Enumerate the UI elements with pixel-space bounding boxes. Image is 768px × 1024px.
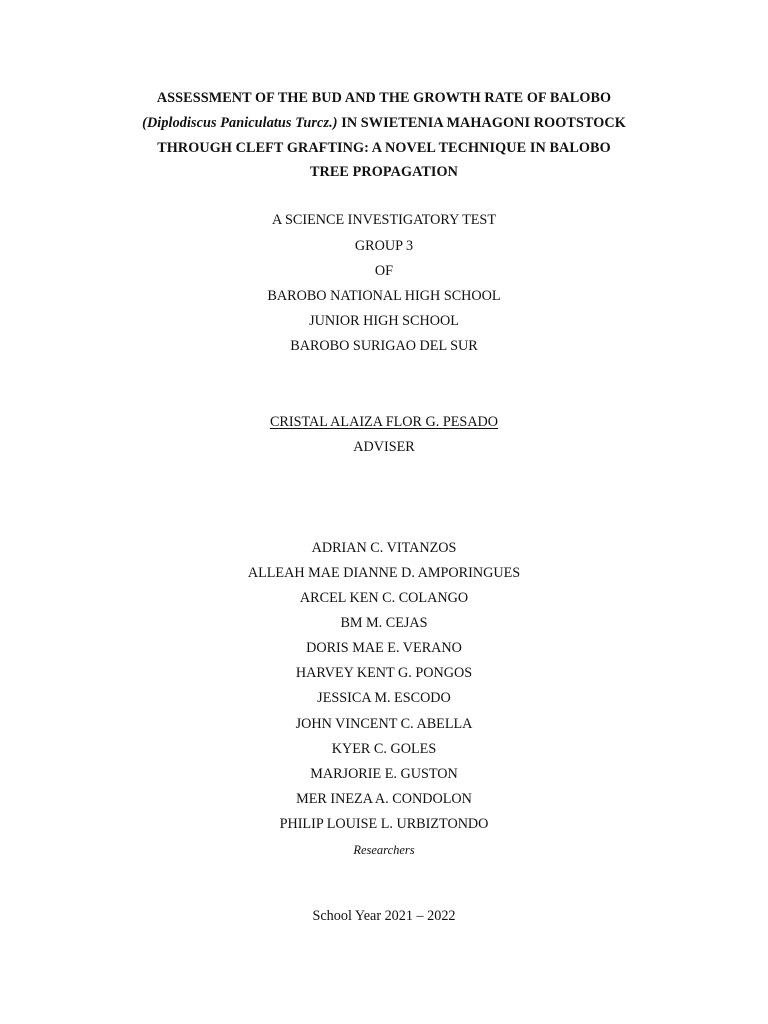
researcher-name: KYER C. GOLES [331,741,437,757]
researcher-name: BM M. CEJAS [340,615,428,631]
research-title [0,86,768,185]
school-location: BAROBO SURIGAO DEL SUR [290,338,478,354]
researcher-name: ADRIAN C. VITANZOS [311,540,457,556]
title-line-2 [0,111,768,136]
adviser-role: ADVISER [353,439,415,455]
adviser-name-text: CRISTAL ALAIZA FLOR G. PESADO [269,414,499,430]
adviser-name [0,414,768,431]
title-line-4: TREE PROPAGATION [309,164,459,181]
researcher-name: JOHN VINCENT C. ABELLA [295,716,473,732]
school-level: JUNIOR HIGH SCHOOL [309,313,459,329]
researcher-name: ALLEAH MAE DIANNE D. AMPORINGUES [247,565,521,581]
title-line-2-rest: IN SWIETENIA MAHAGONI ROOTSTOCK [337,114,626,131]
scientific-name: (Diplodiscus Paniculatus Turcz.) [142,114,338,131]
researcher-name: PHILIP LOUISE L. URBIZTONDO [279,816,489,832]
researcher-name: MARJORIE E. GUSTON [310,766,458,782]
title-line-1: ASSESSMENT OF THE BUD AND THE GROWTH RATE OF BALOBO [156,90,612,106]
submission-type: A SCIENCE INVESTIGATORY TEST [272,212,496,228]
researcher-name: HARVEY KENT G. PONGOS [295,665,473,681]
school-year: School Year 2021 – 2022 [312,908,456,924]
group-label: GROUP 3 [354,238,414,254]
researcher-name: JESSICA M. ESCODO [317,690,451,706]
researcher-name: ARCEL KEN C. COLANGO [299,590,469,606]
of-label: OF [374,263,394,279]
researchers-caption: Researchers [353,843,415,857]
school-name: BAROBO NATIONAL HIGH SCHOOL [267,288,501,304]
researcher-name: MER INEZA A. CONDOLON [296,791,472,807]
researcher-name: DORIS MAE E. VERANO [306,640,462,656]
title-line-3: THROUGH CLEFT GRAFTING: A NOVEL TECHNIQUE IN BALOBO [157,139,611,156]
